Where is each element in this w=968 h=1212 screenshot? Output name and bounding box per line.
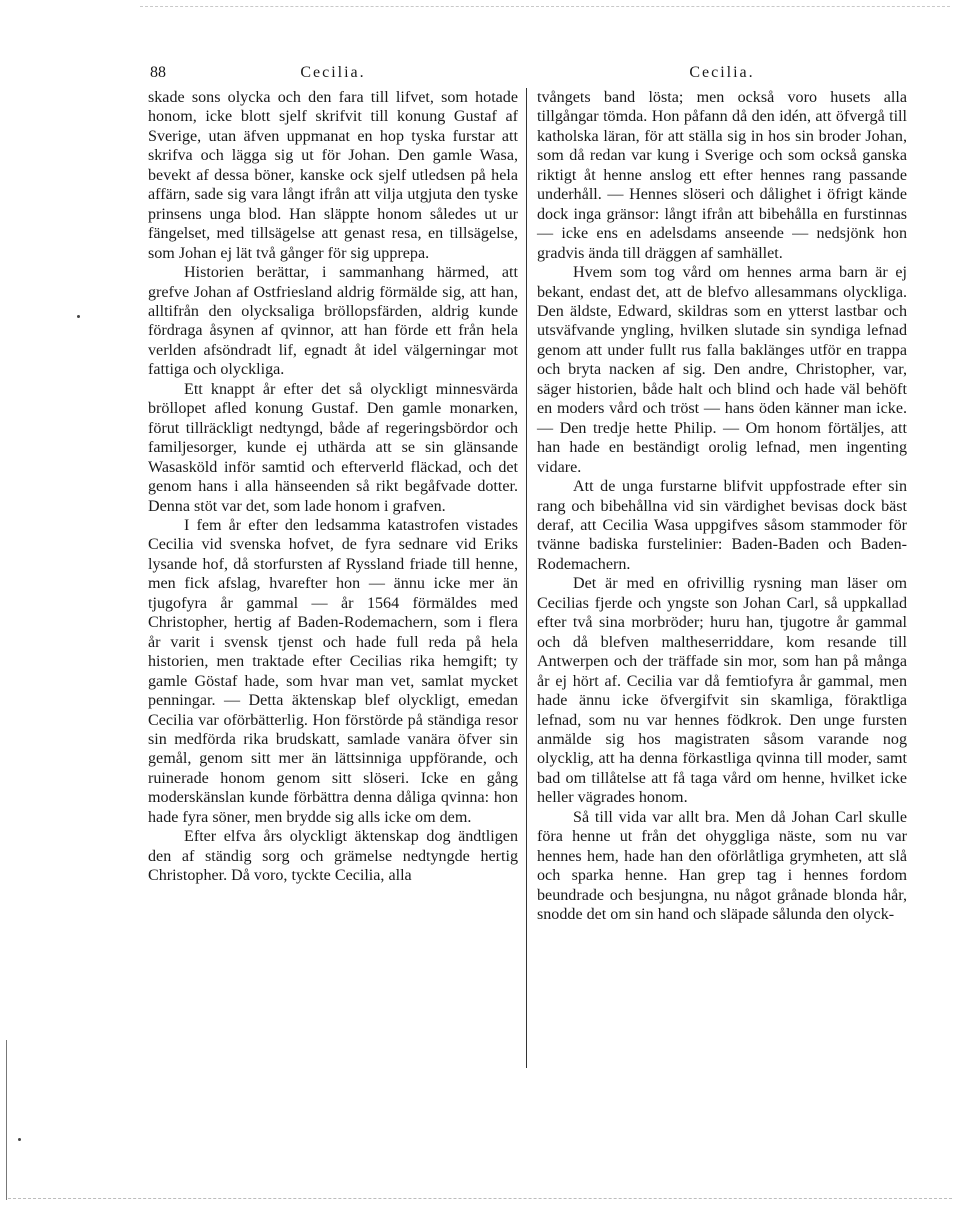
running-title: Cecilia. <box>300 64 366 81</box>
left-body-text <box>148 88 518 886</box>
bottom-scan-edge <box>8 1198 952 1199</box>
running-head-right <box>537 62 907 84</box>
running-title: Cecilia. <box>689 64 755 81</box>
page-number: 88 <box>150 64 166 81</box>
right-body-text <box>537 88 907 924</box>
paragraph: Att de unga furstarne blifvit uppfostrade efter sin rang och bibehållna vid sin värdighet bevisas dock bäst deraf, att Cecilia Wasa uppgifves såsom stammoder för tvänne badiska furstelinier: Baden-Baden och Baden-Rodemachern. <box>537 478 907 573</box>
running-head-left <box>148 62 518 84</box>
top-scan-edge <box>140 6 950 7</box>
column-divider <box>526 88 527 1068</box>
left-column <box>148 62 518 886</box>
paragraph: I fem år efter den ledsamma katastrofen vistades Cecilia vid svenska hofvet, de fyra sednare vid Eriks lysande hof, då storfursten af Ryssland friade till henne, men fick afslag, hvarefter hon — ännu icke mer än tjugofyra år gammal — år 1564 förmäldes med Christopher, hertig af Baden-Rodemachern, som i flera år varit i svensk tjenst och hade full reda på hela historien, men traktade efter Cecilias rika hemgift; ty gamle Göstaf hade, som hvar man vet, samlat mycket penningar. — Detta äktenskap blef olyckligt, emedan Cecilia var oförbätterlig. Hon förstörde på ständiga resor sin medförda rika brudskatt, samlade vanära öfver sin gemål, genom sitt mer än lättsinniga uppförande, och ruinerade honom genom sitt slöseri. Icke en gång moderskänslan kunde förbättra denna dåliga qvinna: hon hade fyra söner, men brydde sig alls icke om dem. <box>148 516 518 826</box>
paragraph: tvångets band lösta; men också voro husets alla tillgångar tömda. Hon påfann då den idén, att öfvergå till katholska läran, för att ställa sig in hos sin broder Johan, som då redan var kung i Sverige och som också ganska riktigt åt henne anslog ett efter hennes rang passande underhåll. — Hennes slöseri och dålighet i öfrigt kände dock inga gränsor: långt ifrån att bibehålla en furstinnas — icke ens en adelsdams anseende — nedsjönk hon gradvis ända till dräggen af samhället. <box>537 89 907 262</box>
scan-speck <box>18 1138 21 1141</box>
paragraph: Det är med en ofrivillig rysning man läser om Cecilias fjerde och yngste son Johan Carl, så uppkallad efter två sina morbröder; huru han, tjugotre år gammal och då blefven maltheserriddare, kom resande till Antwerpen och der träffade sin mor, som han på många år ej hört af. Cecilia var då femtiofyra år gammal, men hade ännu icke öfvergifvit sin skamliga, föraktliga lefnad, som nu var hennes födkrok. Den unge fursten anmälde sig hos magistraten såsom varande nog olycklig, att ha denna förkastliga qvinna till moder, samt bad om tillåtelse att få taga vård om henne, hvilket icke heller vägrades honom. <box>537 575 907 807</box>
paragraph: Efter elfva års olyckligt äktenskap dog ändtligen den af ständig sorg och grämelse nedtyngde hertig Christopher. Då voro, tyckte Cecilia, alla <box>148 828 518 885</box>
paragraph: Ett knappt år efter det så olyckligt minnesvärda bröllopet afled konung Gustaf. Den gamle monarken, förut tillräckligt nedtyngd, både af regeringsbördor och familjesorger, kunde ej uthärda att se sin glänsande Wasasköld inför samtid och efterverld fläckad, och det genom hans i alla hänseenden så rikt begåfvade dotter. Denna stöt var det, som lade honom i grafven. <box>148 380 518 515</box>
right-column <box>537 62 907 924</box>
paragraph: Historien berättar, i sammanhang härmed, att grefve Johan af Ostfriesland aldrig förmälde sig, att han, alltifrån den olycksaliga bröllopsfärden, aldrig kunde fördraga åsynen af qvinnor, att han förde ett från hela verlden afsöndradt lif, egnadt åt idel välgerningar mot fattiga och olyckliga. <box>148 264 518 379</box>
paragraph: Hvem som tog vård om hennes arma barn är ej bekant, endast det, att de blefvo allesammans olyckliga. Den äldste, Edward, skildras som en ytterst lastbar och utsväfvande yngling, hvilken slutade sin syndiga lefnad genom att under fullt rus falla baklänges utför en trappa och bryta nacken af sig. Den andre, Christopher, var, säger historien, både halt och blind och hade väl behöft en moders vård och tröst — hans öden känner man icke. — Den tredje hette Philip. — Om honom förtäljes, att han hade en beständigt orolig lefnad, men ingenting vidare. <box>537 264 907 476</box>
left-scan-edge <box>6 1040 7 1200</box>
scan-speck <box>77 315 80 318</box>
paragraph: skade sons olycka och den fara till lifvet, som hotade honom, icke blott sjelf skrifvit till konung Gustaf af Sverige, utan äfven uppmanat en hop tyska furstar att skrifva och lägga sig ut för Johan. Den gamle Wasa, bevekt af dessa böner, kanske ock sjelf utledsen på hela affärn, sade sig vara långt ifrån att vilja utgjuta den tyske prinsens unga blod. Han släppte honom således ut ur fängelset, med tillsägelse att genast resa, en tillsägelse, som Johan ej lät två gånger för sig upprepa. <box>148 89 518 262</box>
paragraph: Så till vida var allt bra. Men då Johan Carl skulle föra henne ut från det ohyggliga näste, som nu var hennes hem, hade han den oförlåtliga grymheten, att slå och sparka henne. Han grep tag i hennes fordom beundrade och besjungna, nu något grånade blonda hår, snodde det om sin hand och släpade sålunda den olyck- <box>537 808 907 924</box>
